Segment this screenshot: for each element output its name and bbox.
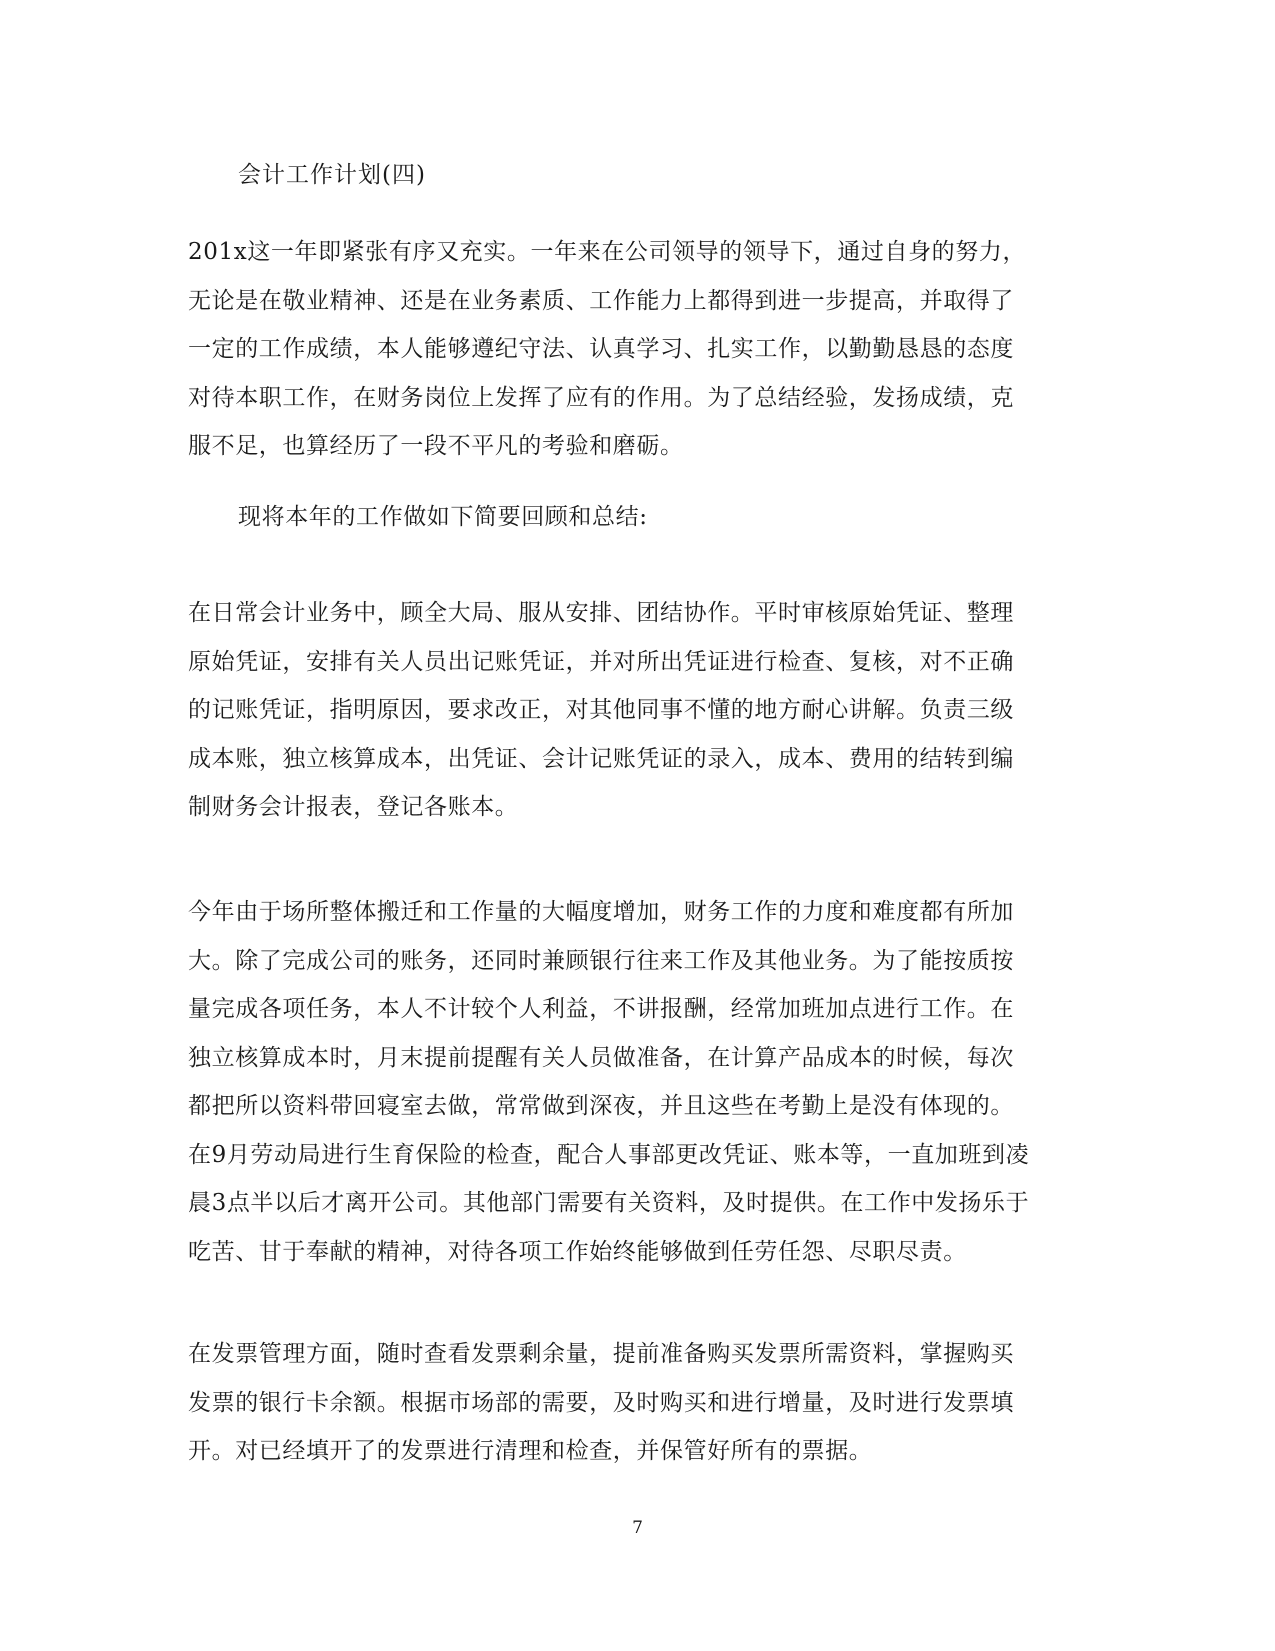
paragraph-line: 发票的银行卡余额。根据市场部的需要，及时购买和进行增量，及时进行发票填: [188, 1389, 1014, 1416]
paragraph-line: 在发票管理方面，随时查看发票剩余量，提前准备购买发票所需资料，掌握购买: [188, 1341, 1014, 1367]
paragraph-line: 今年由于场所整体搬迁和工作量的大幅度增加，财务工作的力度和难度都有所加: [188, 899, 1014, 925]
paragraph-invoice-management: [188, 1330, 1068, 1476]
paragraph-daily-accounting: [188, 589, 1068, 832]
paragraph-line: 晨3点半以后才离开公司。其他部门需要有关资料，及时提供。在工作中发扬乐于: [188, 1190, 1030, 1216]
paragraph-line: 都把所以资料带回寝室去做，常常做到深夜，并且这些在考勤上是没有体现的。: [188, 1093, 1014, 1119]
document-title: 会计工作计划(四): [238, 162, 426, 188]
page-number: 7: [632, 1518, 643, 1538]
paragraph-line: 的记账凭证，指明原因，要求改正，对其他同事不懂的地方耐心讲解。负责三级: [188, 697, 1014, 723]
paragraph-line: 量完成各项任务，本人不计较个人利益，不讲报酬，经常加班加点进行工作。在: [188, 996, 1014, 1022]
paragraph-line: 成本账，独立核算成本，出凭证、会计记账凭证的录入，成本、费用的结转到编: [188, 745, 1014, 772]
paragraph-line: 一定的工作成绩，本人能够遵纪守法、认真学习、扎实工作，以勤勤恳恳的态度: [188, 336, 1014, 362]
paragraph-line: 独立核算成本时，月末提前提醒有关人员做准备，在计算产品成本的时候，每次: [188, 1044, 1014, 1071]
paragraph-annual-summary: [188, 228, 1068, 471]
paragraph-line: 无论是在敬业精神、还是在业务素质、工作能力上都得到进一步提高，并取得了: [188, 287, 1014, 314]
paragraph-line: 服不足，也算经历了一段不平凡的考验和磨砺。: [188, 433, 684, 459]
paragraph-workload: [188, 888, 1068, 1276]
paragraph-line: 在9月劳动局进行生育保险的检查，配合人事部更改凭证、账本等，一直加班到凌: [188, 1141, 1030, 1168]
paragraph-line: 原始凭证，安排有关人员出记账凭证，并对所出凭证进行检查、复核，对不正确: [188, 648, 1014, 675]
paragraph-review-intro: [238, 493, 1118, 542]
paragraph-line: 制财务会计报表，登记各账本。: [188, 794, 519, 820]
paragraph-line: 开。对已经填开了的发票进行清理和检查，并保管好所有的票据。: [188, 1438, 873, 1464]
paragraph-line: 对待本职工作，在财务岗位上发挥了应有的作用。为了总结经验，发扬成绩，克: [188, 384, 1014, 411]
paragraph-line: 大。除了完成公司的账务，还同时兼顾银行往来工作及其他业务。为了能按质按: [188, 947, 1014, 974]
paragraph-line: 201x这一年即紧张有序又充实。一年来在公司领导的领导下，通过自身的努力，: [188, 239, 1027, 265]
paragraph-line: 吃苦、甘于奉献的精神，对待各项工作始终能够做到任劳任怨、尽职尽责。: [188, 1238, 967, 1265]
paragraph-line: 在日常会计业务中，顾全大局、服从安排、团结协作。平时审核原始凭证、整理: [188, 600, 1014, 626]
paragraph-line: 现将本年的工作做如下简要回顾和总结:: [238, 504, 648, 530]
